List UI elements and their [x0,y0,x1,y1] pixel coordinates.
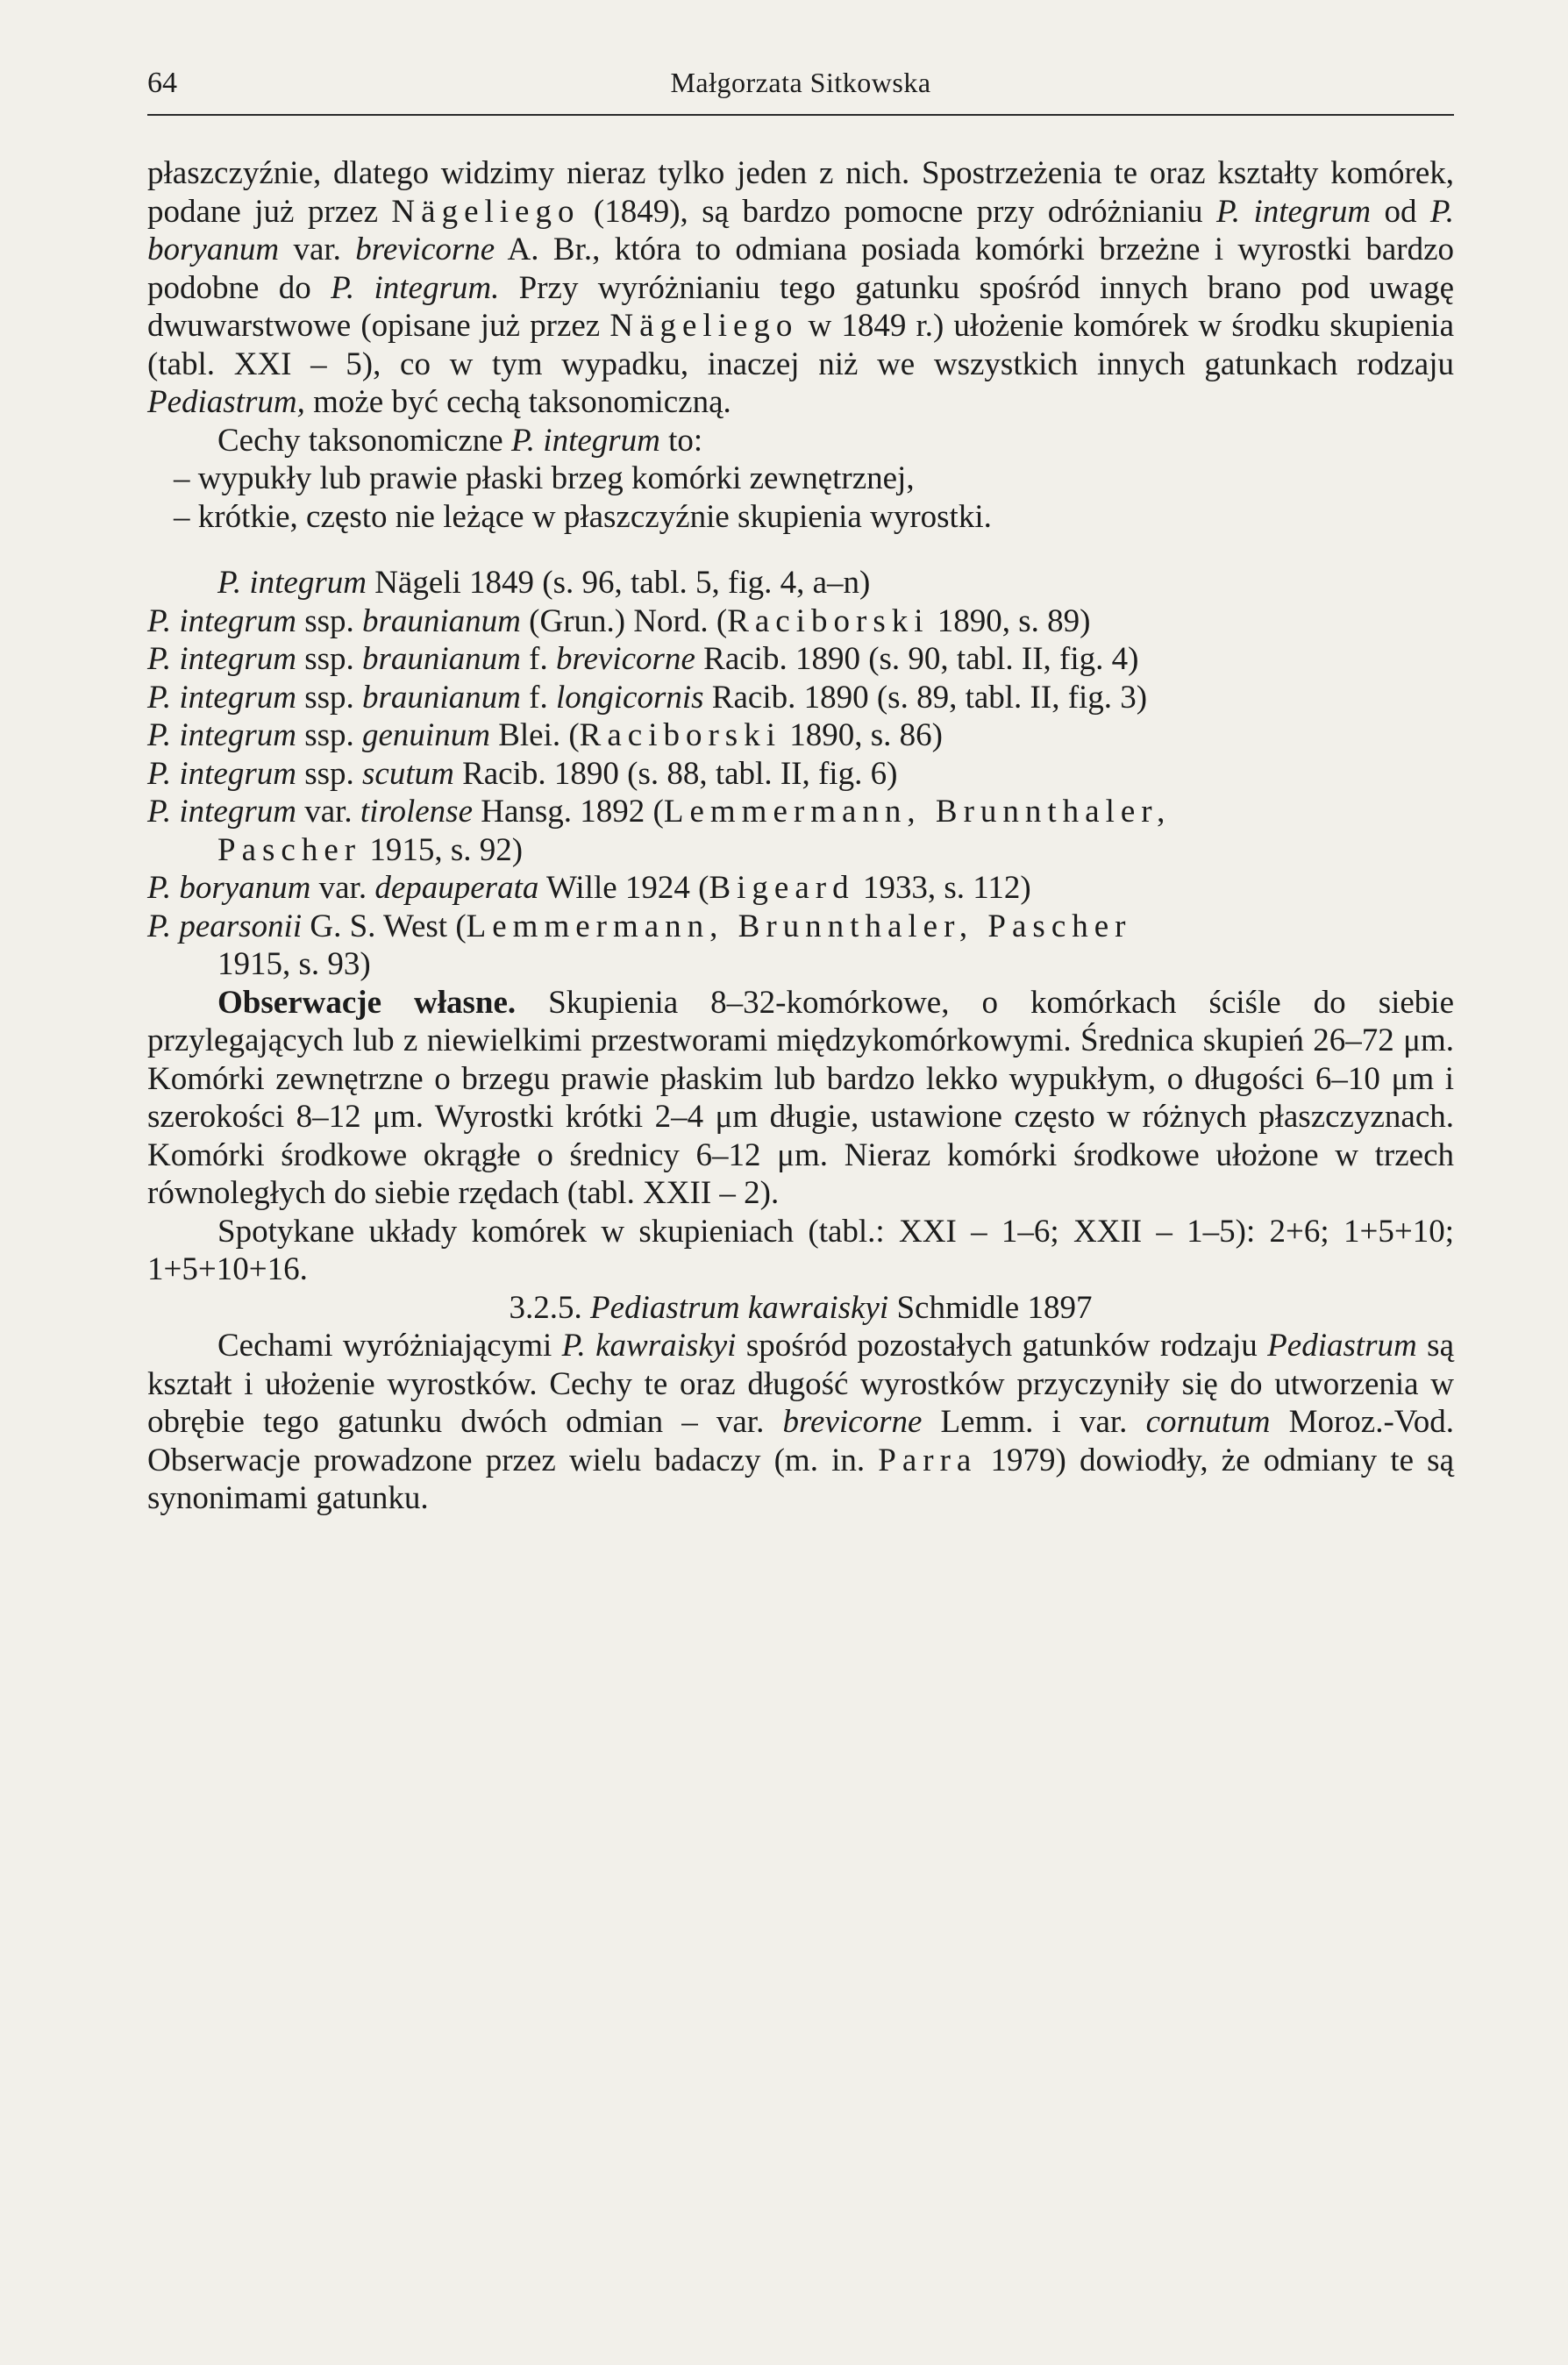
author-name: Lemmermann, Brunnthaler, Pascher [466,908,1132,944]
taxon-name: P. pearsonii [147,908,303,944]
taxon-name: cornutum [1145,1404,1271,1440]
synonym-entry [147,793,1454,869]
text: Racib. 1890 (s. 89, tabl. II, fig. 3) [703,679,1148,716]
author-name: Pascher [217,831,362,868]
text: w 1849 r.) ułożenie komórek w środku skupienia (tabl. XXI – 5), co w tym wypadku, inaczej niż we wszystkich innych gatunkach rodzaju [147,308,1454,382]
text: Hansg. 1892 ( [473,794,664,830]
text: var. [296,794,360,830]
text: (1849), są bardzo pomocne przy odróżnianiu [580,193,1216,230]
taxon-name: braunianum [362,641,521,677]
section-number: 3.2.5. [509,1289,582,1326]
text: płaszczyźnie, dlatego widzimy nieraz tylko jeden z nich. Spostrzeżenia te oraz kształty komórek, podane już przez [147,155,1454,230]
body-text [147,154,1454,1518]
taxon-name: P. integrum [147,641,296,677]
text: Cechy taksonomiczne [217,422,511,459]
author-name: Raciborski [727,602,930,639]
observations-label: Obserwacje własne. [217,984,517,1021]
synonym-entry [147,755,1454,794]
text: Racib. 1890 (s. 90, tabl. II, fig. 4) [695,641,1139,677]
text: 1979) dowiodły, że odmiany te są synonimami gatunku. [147,1442,1454,1516]
text: od [1371,193,1430,230]
taxon-name: Pediastrum [1267,1328,1417,1364]
synonym-entry [147,908,1454,984]
taxon-name: Pediastrum, [147,384,305,420]
page-number: 64 [147,67,177,99]
text: ssp. [296,679,362,716]
text: var. [310,870,375,906]
text: 1915, s. 92) [361,831,524,868]
text: Wille 1924 ( [538,870,709,906]
text: Nägeli 1849 (s. 96, tabl. 5, fig. 4, a–n) [366,565,871,601]
running-title: Małgorzata Sitkowska [670,67,931,98]
taxon-name: longicornis [555,679,704,716]
text: 1933, s. 112) [854,870,1031,906]
text: ssp. [296,602,362,639]
taxon-name: Pediastrum kawraiskyi [590,1289,889,1326]
text: Cechami wyróżniającymi [217,1328,562,1364]
author-name: Parra [878,1442,978,1478]
continuation [147,831,1454,870]
taxon-name: genuinum [362,717,490,753]
taxon-name: P. integrum [147,602,296,639]
taxon-name: P. integrum [147,755,296,792]
taxon-name: scutum [362,755,454,792]
continuation: 1915, s. 93) [217,946,371,982]
features-intro [147,422,1454,460]
taxon-name: P. integrum [217,565,367,601]
taxon-name: P. boryanum [147,870,311,906]
text: Moroz.-Vod. Obserwacje prowadzone przez wielu badaczy (m. in. [147,1404,1454,1478]
text: ssp. [296,641,362,677]
taxon-name: tirolense [360,794,473,830]
text: 1890, s. 86) [780,717,943,753]
synonym-entry [147,640,1454,679]
text: Racib. 1890 (s. 88, tabl. II, fig. 6) [453,755,898,792]
page-header [147,61,1454,116]
text: (Grun.) Nord. ( [520,602,728,639]
text: to: [659,422,703,459]
synonym-list [147,564,1454,984]
author-name: Nägeliego [609,308,799,344]
closing-paragraph [147,1327,1454,1518]
taxon-name: depauperata [374,870,539,906]
paragraph-1 [147,154,1454,422]
text: f. [520,641,556,677]
taxon-name: braunianum [362,679,521,716]
taxon-name: braunianum [362,602,521,639]
text: f. [520,679,556,716]
observations-paragraph [147,984,1454,1213]
taxon-name: P. integrum [147,679,296,716]
synonym-entry [147,602,1454,641]
text: A. Br., która to odmiana posiada komórki brzeżne i wyrostki bardzo podobne do [147,232,1454,306]
text: może być cechą taksonomiczną. [304,384,731,420]
taxon-name: P. integrum [147,717,296,753]
taxon-name: brevicorne [555,641,695,677]
text: 1890, s. 89) [929,602,1091,639]
feature-item-1: – wypukły lub prawie płaski brzeg komórki zewnętrznej, [174,460,915,496]
author-citation: Schmidle 1897 [896,1289,1093,1326]
taxon-name: brevicorne [782,1404,923,1440]
taxon-name: brevicorne [355,232,495,267]
author-name: Bigeard [709,870,855,906]
synonym-entry [147,716,1454,755]
taxon-name: P. kawraiskyi [561,1328,737,1364]
feature-item-2: – krótkie, często nie leżące w płaszczyźnie skupienia wyrostki. [174,498,992,535]
taxon-name: P. integrum [147,794,296,830]
taxon-name: P. integrum [1215,193,1372,230]
text: ssp. [296,717,362,753]
text: var. [279,232,356,267]
text: ssp. [296,755,362,792]
author-name: Lemmermann, Brunnthaler, [663,794,1172,830]
author-name: Raciborski [579,717,781,753]
section-heading [147,1289,1454,1328]
synonym-entry [147,869,1454,908]
text: spośród pozostałych gatunków rodzaju [736,1328,1268,1364]
arrangements-paragraph: Spotykane układy komórek w skupieniach (tabl.: XXI – 1–6; XXII – 1–5): 2+6; 1+5+10; 1+5+10+16. [147,1213,1454,1287]
author-name: Nägeliego [391,193,581,230]
text: G. S. West ( [302,908,467,944]
text: Blei. ( [489,717,580,753]
taxon-name: P. integrum [510,422,660,459]
text: Skupienia 8–32-komórkowe, o komórkach ściśle do siebie przylegających lub z niewielkimi przestworami międzykomórkowymi. Średnica skupień 26–72 μm. Komórki zewnętrzne o brzegu prawie płaskim lub bardzo lekko wypukłym, o długości 6–10 μm i szerokości 8–12 μm. Wyrostki krótki 2–4 μm długie, ustawione często w różnych płaszczyznach. Komórki środkowe okrągłe o średnicy 6–12 μm. Nieraz komórki środkowe ułożone w trzech równoległych do siebie rzędach (tabl. XXII – 2). [147,984,1454,1211]
text: są kształt i ułożenie wyrostków. Cechy te oraz długość wyrostków przyczyniły się do utworzenia w obrębie tego gatunku dwóch odmian – var. [147,1328,1455,1440]
synonym-entry [147,679,1454,717]
synonym-entry [147,564,1454,602]
text: Przy wyróżnianiu tego gatunku spośród innych brano pod uwagę dwuwarstwowe (opisane już przez [147,269,1454,344]
taxon-name: P. integrum. [331,269,500,306]
taxon-name: P. boryanum [147,193,1454,267]
text: Lemm. i var. [922,1404,1146,1440]
